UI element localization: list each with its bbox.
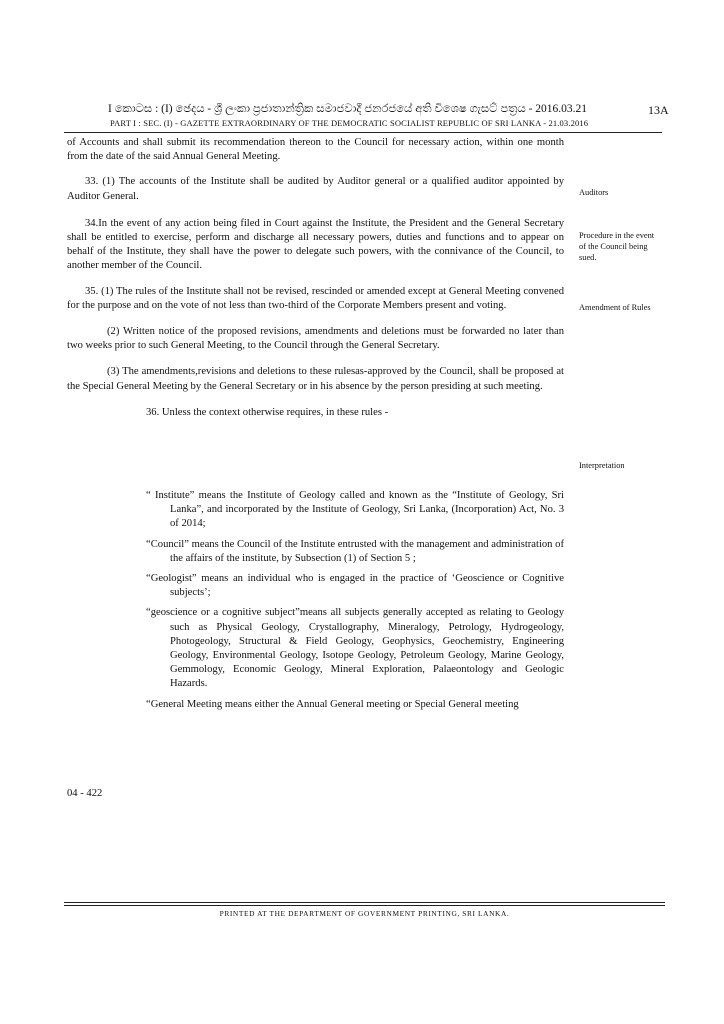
paragraph-36: 36. Unless the context otherwise requires, in these rules - [146, 406, 389, 418]
printer-imprint: PRINTED AT THE DEPARTMENT OF GOVERNMENT PRINTING, SRI LANKA. [219, 909, 510, 918]
gazette-header-english: PART I : SEC. (I) - GAZETTE EXTRAORDINARY OF THE DEMOCRATIC SOCIALIST REPUBLIC OF SRI LANKA - 21.03.2016 [110, 118, 589, 128]
gazette-header-sinhala: I කොටස : (I) ඡෙදය - ශ්‍රී ලංකා ප්‍රජාතාන්ත්‍රික සමාජවාදී ජනරජයේ අති විශෙෂ ගැසට් පත්‍රය - 2016.03.21 [108, 103, 588, 115]
paragraph-35-3: (3) The amendments,revisions and deletions to these rulesas-approved by the Council, shall be proposed at the Special General Meeting by the General Secretary or in his absence by the person presiding at such meeting. [67, 366, 564, 392]
paragraph-34: 34.In the event of any action being filed in Court against the Institute, the President and the General Secretary shall be entitled to exercise, perform and discharge all necessary powers, duties and functions and to appear on behalf of the Institute, they shall have the power to delegate such powers, with the connivance of the Council, to another member of the Council. [67, 217, 564, 272]
definition-list [146, 489, 564, 712]
margin-note-interpretation: Interpretation [579, 461, 625, 470]
margin-note-amendment: Amendment of Rules [579, 303, 651, 312]
definition-general-meeting: “General Meeting means either the Annual General meeting or Special General meeting [146, 698, 519, 710]
footer-rule-thin [64, 905, 665, 906]
paragraph-continuation: of Accounts and shall submit its recommendation thereon to the Council for necessary action, within one month from the date of the said Annual General Meeting. [67, 137, 564, 163]
footer-rule-thick [64, 902, 665, 903]
definition-institute: “ Institute” means the Institute of Geology called and known as the “Institute of Geology, Sri Lanka”, and incorporated by the Institute of Geology, Sri Lanka, (Incorporation) Act, No. 3 of 2014; [146, 490, 564, 530]
page-number: 13A [648, 103, 669, 117]
header-rule [64, 132, 662, 133]
main-text [67, 136, 564, 420]
definition-council: “Council” means the Council of the Institute entrusted with the management and administration of the affairs of the institute, by Subsection (1) of Section 5 ; [146, 538, 564, 564]
definition-geoscience: “geoscience or a cognitive subject”means all subjects generally accepted as relating to Geology such as Physical Geology, Crystallography, Mineralogy, Petrology, Hydrogeology, Photogeology, Structural & Field Geology, Geophysics, Geochemistry, Engineering Geology, Environmental Geology, Isotope Geology, Petroleum Geology, Marine Geology, Gemmology, Economic Geology, Mineral Exploration, Palaeontology and Geologic Hazards. [146, 607, 564, 690]
margin-note-auditors: Auditors [579, 188, 609, 197]
paragraph-35-2: (2) Written notice of the proposed revisions, amendments and deletions must be forwarded no later than two weeks prior to such General Meeting, to the Council through the General Secretary. [67, 326, 564, 352]
paragraph-35-1: 35. (1) The rules of the Institute shall not be revised, rescinded or amended except at General Meeting convened for the purpose and on the vote of not less than two-third of the Corporate Members present and voting. [67, 285, 564, 311]
page-code: 04 - 422 [67, 788, 103, 799]
definition-geologist: “Geologist” means an individual who is engaged in the practice of ‘Geoscience or Cognitive subjects’; [146, 573, 564, 599]
paragraph-33: 33. (1) The accounts of the Institute shall be audited by Auditor general or a qualified auditor appointed by Auditor General. [67, 176, 564, 202]
margin-note-procedure: Procedure in the event of the Council being sued. [579, 231, 655, 262]
